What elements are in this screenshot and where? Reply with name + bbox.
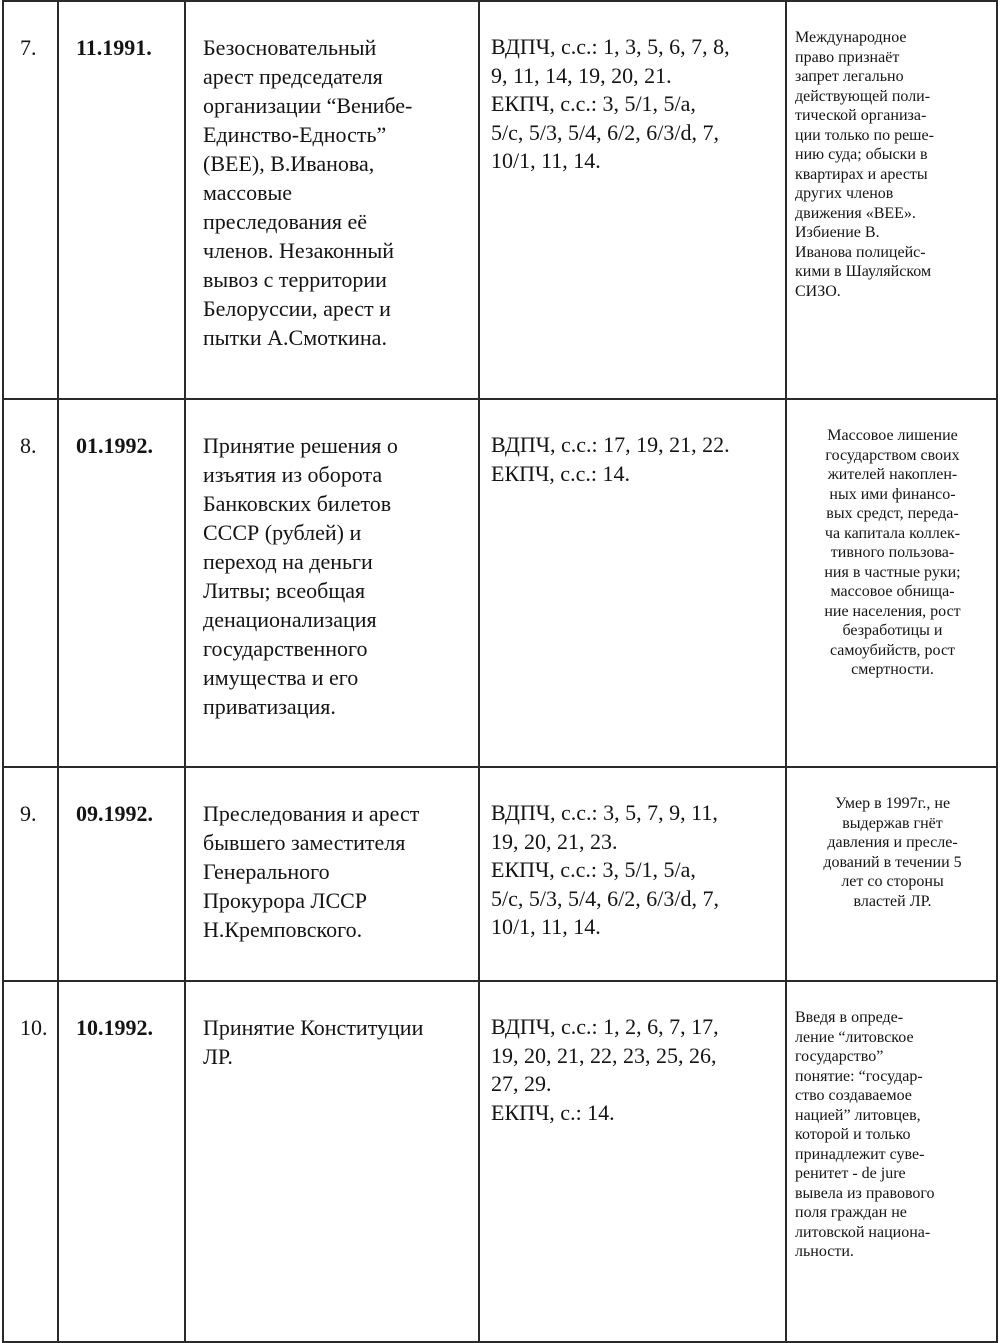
reference-line: ЕКПЧ, с.с.: 3, 5/1, 5/a, xyxy=(491,91,696,116)
description-line: членов. Незаконный xyxy=(203,238,395,263)
legal-references xyxy=(479,399,786,767)
note-line: смертности. xyxy=(851,661,934,678)
note-line: массовое обнища- xyxy=(830,583,955,600)
description-line: пытки А.Смоткина. xyxy=(203,325,387,350)
description-line: ЛР. xyxy=(203,1044,233,1069)
note-line: безработицы и xyxy=(842,622,943,639)
note-line: Избиение В. xyxy=(795,224,880,241)
note-line: нию суда; обыски в xyxy=(795,146,928,163)
row-date: 10.1992. xyxy=(58,981,185,1342)
reference-line: 27, 29. xyxy=(491,1071,552,1096)
description-line: Принятие решения о xyxy=(203,433,398,458)
table-row xyxy=(3,399,997,767)
description-line: СССР (рублей) и xyxy=(203,520,362,545)
description-line: Единство-Едность” xyxy=(203,122,387,147)
note-line: ча капитала коллек- xyxy=(824,524,961,542)
note-line: которой и только xyxy=(795,1126,911,1143)
row-number: 7. xyxy=(3,1,58,399)
description-line: Преследования и арест xyxy=(203,801,420,826)
description-line: преследования её xyxy=(203,209,368,234)
reference-line: 19, 20, 21, 22, 23, 25, 26, xyxy=(491,1042,717,1068)
note-line: понятие: “государ- xyxy=(795,1067,923,1085)
reference-line: ВДПЧ, с.с.: 17, 19, 21, 22. xyxy=(491,432,730,457)
reference-line: 9, 11, 14, 19, 20, 21. xyxy=(491,62,672,88)
reference-line: 5/c, 5/3, 5/4, 6/2, 6/3/d, 7, xyxy=(491,119,719,145)
note-line: Введя в опреде- xyxy=(795,1009,904,1026)
note-line: тической организа- xyxy=(795,107,927,124)
description-line: денационализация xyxy=(203,607,377,632)
description-line: Белоруссии, арест и xyxy=(203,296,391,321)
reference-line: 5/c, 5/3, 5/4, 6/2, 6/3/d, 7, xyxy=(491,885,719,911)
description-line: Н.Кремповского. xyxy=(203,917,363,942)
note-line: СИЗО. xyxy=(795,282,841,300)
row-number: 9. xyxy=(3,767,58,981)
note-line: Массовое лишение xyxy=(827,427,958,444)
description-line: государственного xyxy=(203,636,368,661)
consequence-note xyxy=(786,767,997,981)
note-line: ных ими финансо- xyxy=(829,485,956,503)
event-description xyxy=(185,767,479,981)
note-line: запрет легально xyxy=(795,68,904,85)
note-line: ренитет - de jure xyxy=(795,1165,906,1182)
legal-references xyxy=(479,767,786,981)
description-line: приватизация. xyxy=(203,694,336,719)
note-line: давления и пресле- xyxy=(827,834,958,851)
row-date: 01.1992. xyxy=(58,399,185,767)
description-line: Банковских билетов xyxy=(203,491,392,516)
description-line: имущества и его xyxy=(203,665,359,690)
note-line: других членов xyxy=(795,185,894,202)
description-line: арест председателя xyxy=(203,64,383,89)
note-line: ление “литовское xyxy=(795,1028,914,1046)
note-line: самоубийств, рост xyxy=(829,641,956,659)
note-line: ство создаваемое xyxy=(795,1087,912,1104)
consequence-note xyxy=(786,981,997,1342)
consequence-note xyxy=(786,1,997,399)
note-line: Умер в 1997г., не xyxy=(834,795,951,812)
note-line: ние населения, рост xyxy=(824,602,961,620)
reference-line: 19, 20, 21, 23. xyxy=(491,828,618,854)
note-line: властей ЛР. xyxy=(853,892,932,910)
note-line: действующей поли- xyxy=(795,87,931,105)
event-description xyxy=(185,981,479,1342)
description-line: Генерального xyxy=(203,859,330,884)
reference-line: ВДПЧ, с.с.: 1, 2, 6, 7, 17, xyxy=(491,1014,719,1039)
description-line: Безосновательный xyxy=(203,35,377,60)
note-line: кими в Шауляйском xyxy=(795,263,932,280)
description-line: Литвы; всеобщая xyxy=(203,578,366,603)
document-table xyxy=(2,0,998,1343)
note-line: государство” xyxy=(795,1048,884,1065)
description-line: бывшего заместителя xyxy=(203,830,406,855)
note-line: жителей накоплен- xyxy=(827,466,958,483)
note-line: Иванова полицейс- xyxy=(795,243,926,261)
description-line: массовые xyxy=(203,180,292,205)
note-line: льности. xyxy=(795,1243,854,1260)
description-line: изъятия из оборота xyxy=(203,462,383,487)
note-line: вых средст, переда- xyxy=(826,505,959,522)
row-number: 8. xyxy=(3,399,58,767)
consequence-note xyxy=(786,399,997,767)
note-line: квартирах и аресты xyxy=(795,165,928,183)
description-line: переход на деньги xyxy=(203,549,373,574)
legal-references xyxy=(479,1,786,399)
row-number: 10. xyxy=(3,981,58,1342)
table-row xyxy=(3,1,997,399)
note-line: вывела из правового xyxy=(795,1184,935,1202)
table-row xyxy=(3,981,997,1342)
reference-line: ЕКПЧ, с.с.: 14. xyxy=(491,460,630,486)
legal-references xyxy=(479,981,786,1342)
reference-line: 10/1, 11, 14. xyxy=(491,148,601,173)
note-line: государством своих xyxy=(825,446,960,464)
event-description xyxy=(185,399,479,767)
note-line: поля граждан не xyxy=(795,1204,907,1221)
table-row xyxy=(3,767,997,981)
description-line: Прокурора ЛССР xyxy=(203,888,368,913)
reference-line: ЕКПЧ, с.: 14. xyxy=(491,1099,615,1125)
description-line: Принятие Конституции xyxy=(203,1015,424,1040)
note-line: нацией” литовцев, xyxy=(795,1106,921,1124)
event-description xyxy=(185,1,479,399)
note-line: дований в течении 5 xyxy=(823,853,962,871)
note-line: ции только по реше- xyxy=(795,126,934,144)
description-line: вывоз с территории xyxy=(203,267,387,292)
note-line: принадлежит суве- xyxy=(795,1145,925,1163)
note-line: Международное xyxy=(795,29,907,46)
note-line: ния в частные руки; xyxy=(824,563,961,581)
reference-line: ВДПЧ, с.с.: 3, 5, 7, 9, 11, xyxy=(491,800,718,825)
note-line: тивного пользова- xyxy=(830,544,955,561)
note-line: движения «ВЕЕ». xyxy=(795,204,916,222)
reference-line: ВДПЧ, с.с.: 1, 3, 5, 6, 7, 8, xyxy=(491,34,730,59)
note-line: выдержав гнёт xyxy=(842,814,943,832)
row-date: 11.1991. xyxy=(58,1,185,399)
note-line: литовской национа- xyxy=(795,1223,931,1241)
note-line: лет со стороны xyxy=(841,873,944,890)
description-line: (ВЕЕ), В.Иванова, xyxy=(203,151,375,176)
row-date: 09.1992. xyxy=(58,767,185,981)
reference-line: 10/1, 11, 14. xyxy=(491,914,601,939)
reference-line: ЕКПЧ, с.с.: 3, 5/1, 5/a, xyxy=(491,857,696,882)
description-line: организации “Венибе- xyxy=(203,93,413,118)
note-line: право признаёт xyxy=(795,48,900,66)
